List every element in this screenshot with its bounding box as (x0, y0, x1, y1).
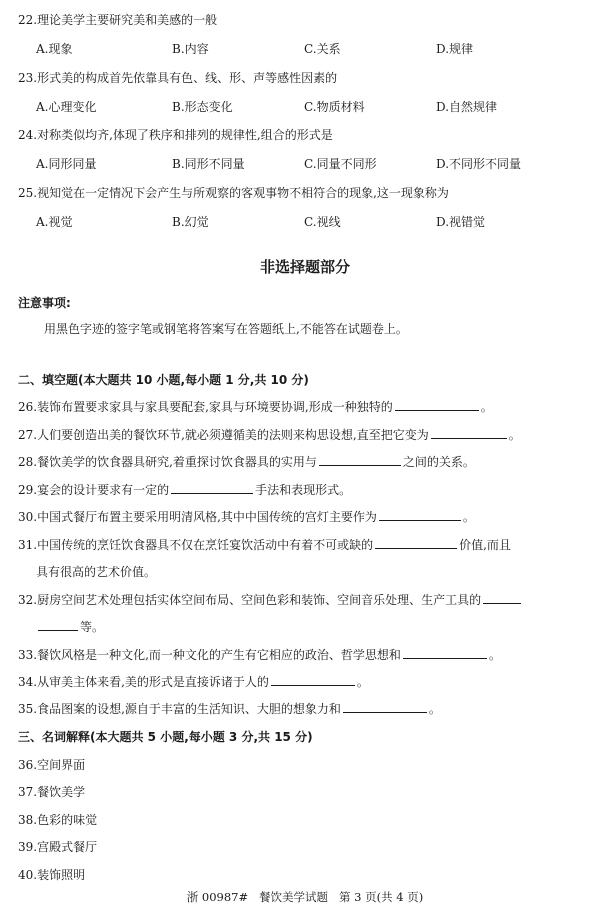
question-text: 34.从审美主体来看,美的形式是直接诉诸于人的 (18, 675, 269, 689)
answer-blank[interactable] (171, 481, 253, 494)
question-text: 26.装饰布置要求家具与家具要配套,家具与环境要协调,形成一种独特的 (18, 400, 393, 414)
question-text-end: 。 (356, 675, 369, 689)
question-31-continued: 具有很高的艺术价值。 (36, 565, 157, 579)
question-text-end: 之间的关系。 (402, 455, 475, 469)
answer-blank[interactable] (379, 508, 461, 521)
question-34 (18, 673, 592, 690)
question-text: 31.中国传统的烹饪饮食器具不仅在烹饪宴饮活动中有着不可或缺的 (18, 538, 374, 552)
question-text-end: 。 (428, 702, 441, 716)
question-30 (18, 508, 592, 525)
answer-blank[interactable] (38, 618, 78, 631)
option-a: A.视觉 (36, 215, 73, 229)
question-text: 30.中国式餐厅布置主要采用明清风格,其中中国传统的宫灯主要作为 (18, 510, 377, 524)
option-a: A.现象 (36, 42, 73, 56)
option-c: C.关系 (304, 42, 341, 56)
question-text-end: 。 (462, 510, 475, 524)
part-title: 非选择题部分 (259, 258, 350, 276)
term-40: 40.装饰照明 (18, 868, 86, 882)
notice-heading: 注意事项: (18, 296, 71, 310)
question-25-stem: 25.视知觉在一定情况下会产生与所观察的客观事物不相符合的现象,这一现象称为 (18, 186, 449, 200)
notice-text: 用黑色字迹的签字笔或钢笔将答案写在答题纸上,不能答在试题卷上。 (44, 322, 408, 336)
option-c: C.同量不同形 (304, 157, 377, 171)
question-text: 32.厨房空间艺术处理包括实体空间布局、空间色彩和装饰、空间音乐处理、生产工具的 (18, 593, 482, 607)
page-footer: 浙 00987# 餐饮美学试题 第 3 页(共 4 页) (186, 890, 424, 904)
question-text: 27.人们要创造出美的餐饮环节,就必须遵循美的法则来构思设想,直至把它变为 (18, 428, 429, 442)
answer-blank[interactable] (431, 426, 507, 439)
terms-section-heading: 三、名词解释(本大题共 5 小题,每小题 3 分,共 15 分) (18, 730, 313, 744)
option-b: B.幻觉 (172, 215, 209, 229)
question-31 (18, 536, 592, 553)
question-28 (18, 453, 592, 470)
question-24-stem: 24.对称类似均齐,体现了秩序和排列的规律性,组合的形式是 (18, 128, 333, 142)
answer-blank[interactable] (395, 398, 479, 411)
question-text-end: 手法和表现形式。 (255, 483, 352, 497)
answer-blank[interactable] (319, 453, 401, 466)
question-text: 28.餐饮美学的饮食器具研究,着重探讨饮食器具的实用与 (18, 455, 317, 469)
answer-blank[interactable] (343, 700, 427, 713)
option-c: C.物质材料 (304, 100, 365, 114)
term-38: 38.色彩的味觉 (18, 813, 98, 827)
question-32-continued (36, 618, 592, 635)
option-d: D.视错觉 (436, 215, 486, 229)
answer-blank[interactable] (375, 536, 457, 549)
question-text-end: 。 (480, 400, 493, 414)
fill-section-heading: 二、填空题(本大题共 10 小题,每小题 1 分,共 10 分) (18, 373, 309, 387)
option-d: D.自然规律 (436, 100, 498, 114)
option-c: C.视线 (304, 215, 341, 229)
question-33 (18, 646, 592, 663)
question-text-end: 等。 (80, 620, 105, 634)
question-22-stem: 22.理论美学主要研究美和美感的一般 (18, 13, 218, 27)
term-36: 36.空间界面 (18, 758, 86, 772)
answer-blank[interactable] (483, 591, 521, 604)
option-b: B.内容 (172, 42, 209, 56)
question-35 (18, 700, 592, 717)
question-text: 29.宴会的设计要求有一定的 (18, 483, 170, 497)
term-39: 39.宫殿式餐厅 (18, 840, 98, 854)
term-37: 37.餐饮美学 (18, 785, 86, 799)
question-text-end: 。 (488, 648, 501, 662)
question-text: 33.餐饮风格是一种文化,而一种文化的产生有它相应的政治、哲学思想和 (18, 648, 401, 662)
answer-blank[interactable] (271, 673, 355, 686)
option-a: A.同形同量 (36, 157, 97, 171)
question-23-stem: 23.形式美的构成首先依靠具有色、线、形、声等感性因素的 (18, 71, 338, 85)
question-27 (18, 426, 592, 443)
question-32 (18, 591, 592, 608)
option-d: D.不同形不同量 (436, 157, 522, 171)
option-b: B.形态变化 (172, 100, 233, 114)
option-b: B.同形不同量 (172, 157, 245, 171)
option-a: A.心理变化 (36, 100, 97, 114)
question-29 (18, 481, 592, 498)
answer-blank[interactable] (403, 646, 487, 659)
option-d: D.规律 (436, 42, 474, 56)
question-text: 35.食品图案的设想,源自于丰富的生活知识、大胆的想象力和 (18, 702, 341, 716)
question-text-end: 价值,而且 (459, 538, 511, 552)
question-text-end: 。 (508, 428, 521, 442)
question-26 (18, 398, 592, 415)
